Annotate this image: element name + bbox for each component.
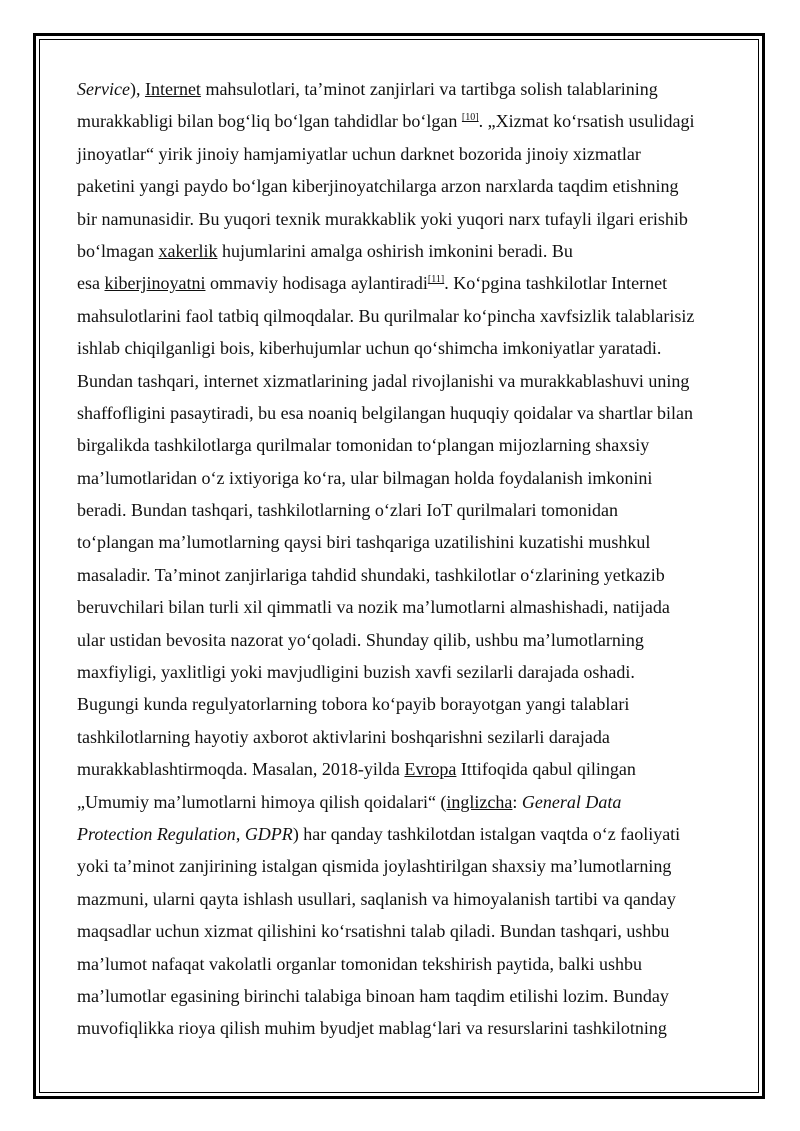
text-line: ma’lumot nafaqat vakolatli organlar tomonidan tekshirish paytida, balki ushbu (77, 953, 643, 974)
text-line: shaffofligini pasaytiradi, bu esa noaniq belgilangan huquqiy qoidalar va shartlar bilan (77, 402, 693, 423)
text-line: to‘plangan ma’lumotlarning qaysi biri tashqariga uzatilishini kuzatishi mushkul (77, 532, 651, 553)
text-line (77, 267, 737, 299)
text-fragment: esa (77, 273, 105, 294)
text-line (77, 753, 737, 785)
text-fragment: . Ko‘pgina tashkilotlar Internet (444, 273, 668, 294)
text-line: jinoyatlar“ yirik jinoiy hamjamiyatlar uchun darknet bozorida jinoiy xizmatlar (77, 143, 641, 164)
text-fragment: ) har qanday tashkilotdan istalgan vaqtda o‘z faoliyati (292, 823, 681, 844)
text-fragment: „Umumiy ma’lumotlarni himoya qilish qoidalari“ ( (77, 791, 447, 812)
text-line (77, 105, 737, 137)
link-inglizcha[interactable]: inglizcha (446, 791, 513, 812)
link-kiberjinoyat[interactable]: kiberjinoyatni (104, 273, 206, 294)
text-line: Bundan tashqari, internet xizmatlarining jadal rivojlanishi va murakkablashuvi uning (77, 370, 690, 391)
text-line: beruvchilari bilan turli xil qimmatli va nozik ma’lumotlarni almashishadi, natijada (77, 597, 670, 618)
link-evropa[interactable]: Evropa (404, 759, 457, 780)
text-line: mazmuni, ularni qayta ishlash usullari, saqlanish va himoyalanish tartibi va qanday (77, 888, 676, 909)
text-line (77, 786, 737, 818)
text-fragment: . „Xizmat ko‘rsatish usulidagi (478, 111, 695, 132)
text-fragment: bo‘lmagan (77, 240, 159, 261)
footnote-ref-11[interactable]: [11] (427, 274, 445, 286)
italic-term: GDPR (244, 823, 293, 844)
text-fragment: ), (129, 79, 145, 99)
text-line: mahsulotlarini faol tatbiq qilmoqdalar. Bu qurilmalar ko‘pincha xavfsizlik talablarisiz (77, 305, 695, 326)
link-xakerlik[interactable]: xakerlik (158, 240, 218, 261)
text-line: tashkilotlarning hayotiy axborot aktivlarini boshqarishni sezilarli darajada (77, 726, 610, 747)
italic-term: Protection Regulation (77, 823, 236, 844)
text-fragment: Ittifoqida qabul qilingan (456, 759, 636, 780)
italic-term: General Data (521, 791, 622, 812)
text-line: ma’lumotlaridan o‘z ixtiyoriga ko‘ra, ular bilmagan holda foydalanish imkonini (77, 467, 653, 488)
text-line (77, 818, 737, 850)
text-line: beradi. Bundan tashqari, tashkilotlarning o‘zlari IoT qurilmalari tomonidan (77, 500, 619, 521)
text-fragment: : (512, 791, 522, 812)
body-text (77, 73, 737, 1045)
text-line (77, 73, 737, 105)
text-fragment: murakkablashtirmoqda. Masalan, 2018-yilda (77, 759, 405, 780)
text-line: paketini yangi paydo bo‘lgan kiberjinoyatchilarga arzon narxlarda taqdim etishning (77, 176, 679, 197)
footnote-ref-10[interactable]: [10] (461, 112, 479, 124)
text-line: ishlab chiqilganligi bois, kiberhujumlar uchun qo‘shimcha imkoniyatlar yaratadi. (77, 338, 662, 359)
text-fragment: hujumlarini amalga oshirish imkonini beradi. Bu (217, 240, 573, 261)
text-line: birgalikda tashkilotlarga qurilmalar tomonidan to‘plangan mijozlarning shaxsiy (77, 435, 650, 456)
text-line: muvofiqlikka rioya qilish muhim byudjet mablag‘lari va resurslarini tashkilotning (77, 1018, 667, 1039)
text-line: ma’lumotlar egasining birinchi talabiga binoan ham taqdim etilishi lozim. Bunday (77, 985, 669, 1006)
text-line: Bugungi kunda regulyatorlarning tobora ko‘payib borayotgan yangi talablari (77, 694, 630, 715)
text-line: maxfiyligi, yaxlitligi yoki mavjudligini buzish xavfi sezilarli darajada oshadi. (77, 662, 635, 683)
text-fragment: murakkabligi bilan bog‘liq bo‘lgan tahdidlar bo‘lgan (77, 111, 462, 132)
text-line: masaladir. Ta’minot zanjirlariga tahdid shundaki, tashkilotlar o‘zlarining yetkazib (77, 564, 665, 585)
text-fragment: , (235, 823, 245, 844)
text-line: ular ustidan bevosita nazorat yo‘qoladi. Shunday qilib, ushbu ma’lumotlarning (77, 629, 644, 650)
text-line: maqsadlar uchun xizmat qilishini ko‘rsatishni talab qiladi. Bundan tashqari, ushbu (77, 921, 670, 942)
italic-term: Service (77, 79, 130, 99)
link-internet[interactable]: Internet (144, 79, 201, 99)
text-line (77, 235, 737, 267)
text-line: bir namunasidir. Bu yuqori texnik murakkablik yoki yuqori narx tufayli ilgari erishib (77, 208, 688, 229)
text-fragment: ommaviy hodisaga aylantiradi (205, 273, 428, 294)
text-line: yoki ta’minot zanjirining istalgan qismida joylashtirilgan shaxsiy ma’lumotlarning (77, 856, 672, 877)
text-fragment: mahsulotlari, ta’minot zanjirlari va tartibga solish talablarining (200, 79, 658, 99)
